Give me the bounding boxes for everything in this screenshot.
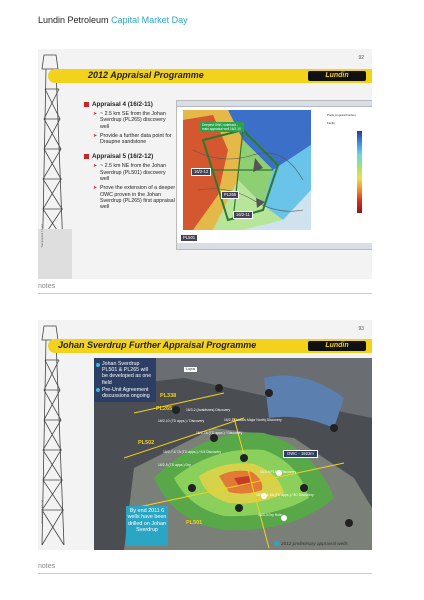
bullet-dot-icon xyxy=(274,541,279,546)
owc-popup-note: Deepest OWC sidetrack - main appraisal well 16/2-10 xyxy=(200,122,244,132)
status-bar xyxy=(177,243,372,249)
page-header xyxy=(38,15,188,25)
arrow-icon: ➤ xyxy=(93,111,98,117)
well-label: 16/2-7 & 7A (TD apps.) / 5.5 Discovery xyxy=(163,450,222,454)
wells-drilled-callout: By end 2011 6 wells have been drilled on Johan Sverdrup xyxy=(126,506,168,546)
bullet-square-icon xyxy=(84,154,89,159)
slide-appraisal-programme xyxy=(38,49,372,279)
bullet-item: ➤ ~ 2.5 km NE from the Johan Sverdrup (PL501) discovery well xyxy=(93,163,167,183)
slide-credit: Well proposal J.S. 4-5 xyxy=(41,224,44,248)
well-label: 16/3-3 Dry Hole xyxy=(258,513,282,517)
bullet-item: ➤ ~ 2.5 km SE from the Johan Sverdrup (PL265) discovery well xyxy=(93,111,166,130)
mapping-software-window xyxy=(176,100,372,250)
well-label: 16/2-5 (TD apps.) Dry xyxy=(158,463,191,467)
slide-credit: Well proposal J.S. 1-6 xyxy=(41,500,44,524)
lupus-label: Lupus xyxy=(186,367,196,371)
title-banner xyxy=(48,69,372,83)
oil-rig-graphic xyxy=(38,49,78,279)
arrow-icon: ➤ xyxy=(93,132,98,139)
slide-footer: 2012 preliminary appraisal wells xyxy=(274,541,348,546)
bullet-item: ➤ Provide a further data point for Draupne sandstone xyxy=(93,132,172,146)
lundin-logo: Lundin xyxy=(308,341,366,351)
license-pl502: PL502 xyxy=(138,440,155,446)
info-item: Johan Sverdrup PL501 & PL265 will be developed as one field xyxy=(96,361,154,386)
depth-color-scale xyxy=(357,131,362,213)
well-label-16-2-11: 16/2-11 xyxy=(233,211,253,219)
license-label-pl265: PL265 xyxy=(221,191,239,199)
well-label: 16/2-5 (Aldous Major North) Discovery xyxy=(224,418,282,422)
event-name: Capital Market Day xyxy=(111,15,188,25)
well-label-16-2-12: 16/2-12 xyxy=(191,168,211,176)
well-label: 16/2-10 (TD apps.) / Discovery xyxy=(158,419,205,423)
title-banner xyxy=(48,339,372,353)
page-number: 92 xyxy=(358,55,364,61)
well-label: 16/3-2 (Avaldsnes) Discovery xyxy=(186,408,231,412)
legend-item: Faults xyxy=(327,121,335,125)
notes-label: notes xyxy=(38,563,56,570)
slide-title: Johan Sverdrup Further Appraisal Programme xyxy=(58,340,257,350)
legend-item: Prelik proposal borders xyxy=(327,113,356,117)
well-label: 16/2-7A (TD apps.) / Discovery xyxy=(196,431,243,435)
oil-rig-graphic xyxy=(38,320,78,550)
page-number: 93 xyxy=(358,326,364,332)
appraisal-bullets xyxy=(84,101,176,211)
license-pl501: PL501 xyxy=(186,520,203,526)
well-label: 16/2-6 & 6A (TD apps.) / 8C Discovery xyxy=(256,493,314,497)
arrow-icon: ➤ xyxy=(93,185,98,192)
lundin-logo: Lundin xyxy=(308,71,366,81)
notes-divider xyxy=(38,573,372,574)
notes-label: notes xyxy=(38,283,56,290)
bullet-heading-1: Appraisal 4 (16/2-11) xyxy=(84,101,176,108)
arrow-icon: ➤ xyxy=(93,163,98,170)
bullet-dot-icon xyxy=(96,363,100,367)
bullet-square-icon xyxy=(84,102,89,107)
license-label-pl501: PL501 xyxy=(180,234,198,242)
notes-divider xyxy=(38,293,372,294)
license-pl338: PL338 xyxy=(160,393,177,399)
toolbar xyxy=(177,101,372,107)
bullet-heading-2: Appraisal 5 (16/2-12) xyxy=(84,153,176,160)
license-pl265: PL265 xyxy=(156,406,173,412)
company-name: Lundin Petroleum xyxy=(38,15,109,25)
bullet-dot-icon xyxy=(96,388,100,392)
slide-title: 2012 Appraisal Programme xyxy=(88,70,204,80)
info-item: Pre-Unit Agreement discussions ongoing xyxy=(96,387,154,399)
bullet-item: ➤ Prove the extension of a deeper OWC proven in the Johan Sverdrup (PL265) first appraisal well xyxy=(93,185,176,211)
slide-further-appraisal xyxy=(38,320,372,550)
info-box xyxy=(94,358,156,402)
owc-depth-label: OWC - 1922m xyxy=(283,450,318,458)
well-label: 16/3-4 PL501 Discovery xyxy=(260,470,297,474)
